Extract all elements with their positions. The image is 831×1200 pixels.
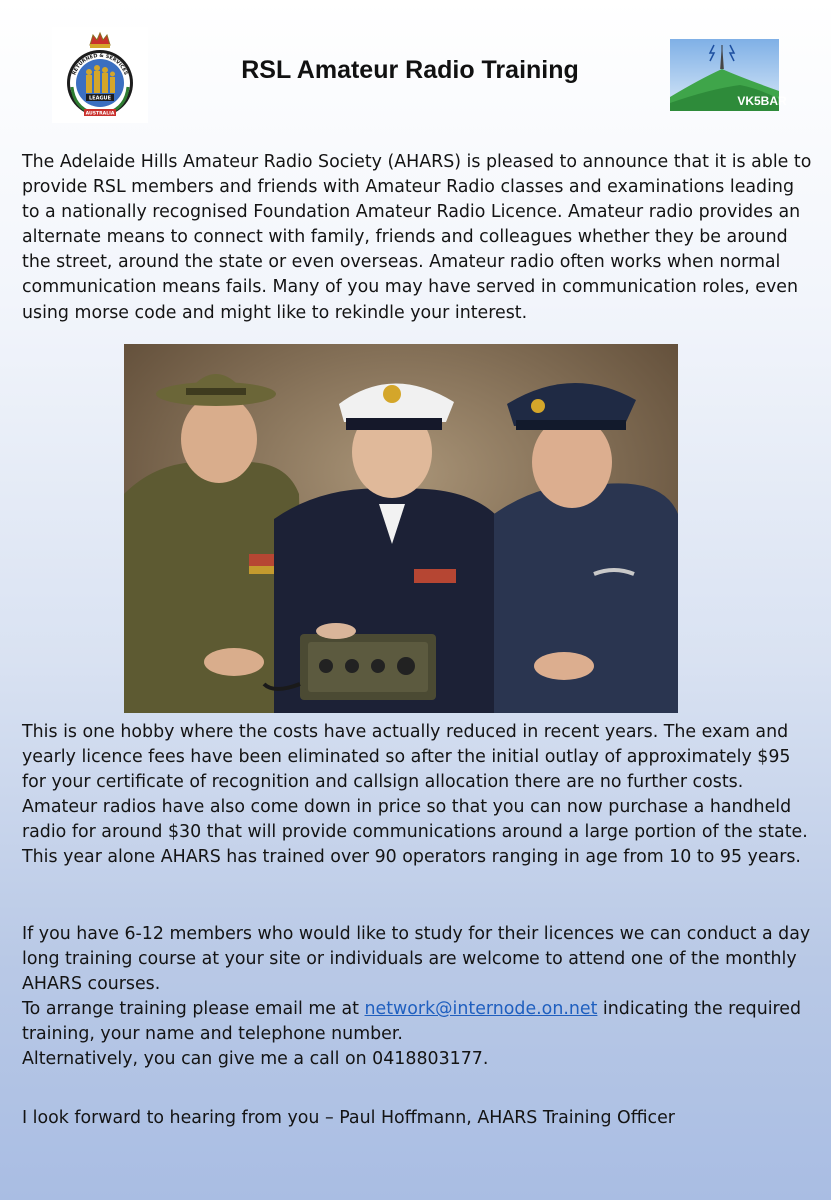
club-callsign: VK5BAR — [737, 94, 787, 108]
email-text-after: indicating the required training, your name and telephone number. — [22, 999, 802, 1045]
club-logo — [670, 39, 787, 111]
rsl-logo-text-top: RETURNED & SERVICES — [71, 52, 129, 76]
page-title: RSL Amateur Radio Training — [241, 56, 579, 84]
intro-paragraph: The Adelaide Hills Amateur Radio Society (AHARS) is pleased to announce that it is able to provide RSL members and friends with Amateur Radio classes and examinations leading to a nationally recognised Foundation Amateur Radio Licence. Amateur radio provides an alternate means to connect with family, friends and colleagues whether they be around the street, around the state or even overseas. Amateur radio often works when normal communication means fails. Many of you may have served in communication roles, even using morse code and might like to rekindle your interest. — [22, 152, 812, 323]
radio-tower-icon — [670, 39, 787, 111]
email-text-before: To arrange training please email me at — [22, 999, 365, 1020]
groups-paragraph: If you have 6-12 members who would like to study for their licences we can conduct a day long training course at your site or individuals are welcome to attend one of the monthly AHARS courses. — [22, 924, 811, 995]
email-link[interactable]: network@internode.on.net — [364, 999, 598, 1020]
veterans-with-radio-photo — [124, 344, 678, 713]
veterans-photo — [124, 344, 678, 713]
rsl-logo-text-mid: LEAGUE — [88, 95, 112, 102]
trained-paragraph: This year alone AHARS has trained over 90 operators ranging in age from 10 to 95 years. — [22, 847, 801, 868]
rsl-badge-icon — [52, 27, 148, 123]
costs-paragraph: This is one hobby where the costs have actually reduced in recent years. The exam and yearly licence fees have been eliminated so after the initial outlay of approximately $95 for your certificate of recognition and callsign allocation there are no further costs. Amateur radios have also come down in price so that you can now purchase a handheld radio for around $30 that will provide communications around a large portion of the state. — [22, 722, 808, 843]
contact-section — [22, 922, 812, 1073]
rsl-logo-text-bottom: AUSTRALIA — [85, 111, 115, 117]
rsl-logo — [52, 27, 148, 123]
costs-section — [22, 720, 812, 871]
signoff-paragraph: I look forward to hearing from you – Paul Hoffmann, AHARS Training Officer — [22, 1108, 675, 1128]
phone-paragraph: Alternatively, you can give me a call on 0418803177. — [22, 1049, 489, 1070]
email-paragraph — [22, 997, 812, 1047]
